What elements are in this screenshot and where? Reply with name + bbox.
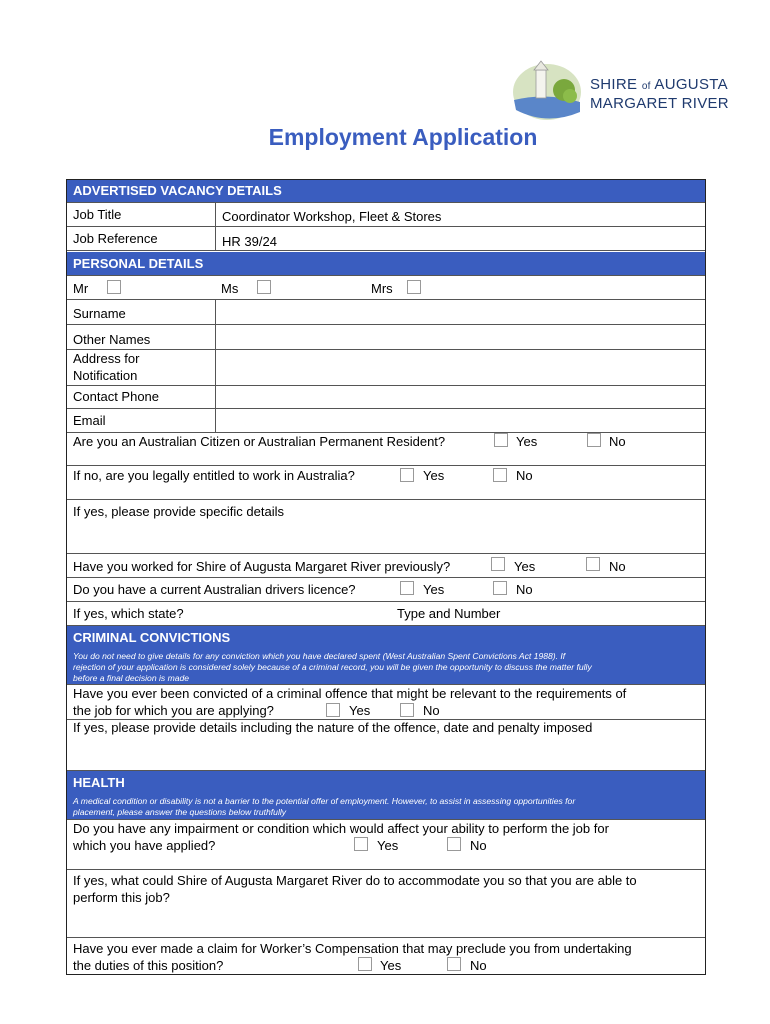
workers-comp-yes-checkbox[interactable] — [358, 957, 372, 971]
citizen-yes-checkbox[interactable] — [494, 433, 508, 447]
column-divider — [215, 386, 216, 408]
worked-yes-label: Yes — [514, 559, 536, 574]
address-field[interactable] — [217, 350, 705, 385]
impairment-yes-checkbox[interactable] — [354, 837, 368, 851]
entitled-yes-checkbox[interactable] — [400, 468, 414, 482]
criminal-note-line3: before a final decision is made — [73, 673, 190, 683]
citizen-no-checkbox[interactable] — [587, 433, 601, 447]
workers-comp-no-label: No — [470, 958, 487, 973]
worked-no-label: No — [609, 559, 626, 574]
licence-yes-label: Yes — [423, 582, 445, 597]
address-row — [67, 350, 705, 386]
mrs-label: Mrs — [371, 281, 393, 296]
criminal-details-label: If yes, please provide details including the nature of the offence, date and penalty imposed — [73, 720, 593, 735]
employment-form — [66, 179, 706, 975]
other-names-field[interactable] — [217, 325, 705, 349]
workers-comp-no-checkbox[interactable] — [447, 957, 461, 971]
licence-question: Do you have a current Australian drivers licence? — [73, 582, 356, 597]
criminal-note — [67, 650, 705, 685]
health-header: HEALTH — [67, 771, 705, 795]
contact-phone-label: Contact Phone — [73, 389, 160, 404]
criminal-header: CRIMINAL CONVICTIONS — [67, 626, 705, 650]
address-label-line1: Address for — [73, 351, 140, 366]
workers-comp-row — [67, 938, 705, 975]
impairment-no-checkbox[interactable] — [447, 837, 461, 851]
health-accommodate-line1: If yes, what could Shire of Augusta Margaret River do to accommodate you so that you are able to — [73, 873, 637, 888]
citizen-row — [67, 433, 705, 466]
column-divider — [215, 325, 216, 349]
workers-comp-yes-label: Yes — [380, 958, 402, 973]
entitled-no-checkbox[interactable] — [493, 468, 507, 482]
shire-logo — [512, 56, 736, 122]
health-impairment-row — [67, 820, 705, 870]
surname-row — [67, 300, 705, 325]
criminal-note-line2: rejection of your application is considered solely because of a criminal record, you will be given the opportunity to discuss the matter fully — [73, 662, 592, 672]
job-reference-value[interactable]: HR 39/24 — [222, 234, 277, 249]
worked-previously-question: Have you worked for Shire of Augusta Margaret River previously? — [73, 559, 451, 574]
health-note-line1: A medical condition or disability is not a barrier to the potential offer of employment. However, to assist in assessing opportunities for — [73, 796, 576, 806]
shire-logo-text: SHIRE of AUGUSTA MARGARET RIVER — [590, 76, 729, 112]
ms-checkbox[interactable] — [257, 280, 271, 294]
specific-details-label: If yes, please provide specific details — [73, 504, 284, 519]
page-title: Employment Application — [268, 124, 538, 150]
workers-comp-line1: Have you ever made a claim for Worker’s Compensation that may preclude you from undertaking — [73, 941, 632, 956]
email-row — [67, 409, 705, 433]
job-title-value[interactable]: Coordinator Workshop, Fleet & Stores — [222, 209, 442, 224]
job-title-label: Job Title — [73, 207, 122, 222]
criminal-no-checkbox[interactable] — [400, 703, 414, 717]
email-field[interactable] — [217, 409, 705, 432]
ms-label: Ms — [221, 281, 239, 296]
mr-label: Mr — [73, 281, 89, 296]
which-state-label: If yes, which state? — [73, 606, 184, 621]
column-divider — [215, 300, 216, 324]
criminal-question-line2: the job for which you are applying? — [73, 703, 274, 718]
licence-row — [67, 578, 705, 602]
criminal-no-label: No — [423, 703, 440, 718]
contact-phone-field[interactable] — [217, 386, 705, 408]
other-names-label: Other Names — [73, 332, 151, 347]
health-impairment-line1: Do you have any impairment or condition which would affect your ability to perform the job for — [73, 821, 609, 836]
health-accommodate-row[interactable] — [67, 870, 705, 938]
email-label: Email — [73, 413, 106, 428]
workers-comp-line2: the duties of this position? — [73, 958, 224, 973]
column-divider — [215, 350, 216, 385]
criminal-question-line1: Have you ever been convicted of a criminal offence that might be relevant to the requirements of — [73, 686, 627, 701]
criminal-yes-label: Yes — [349, 703, 371, 718]
title-row — [67, 276, 705, 300]
worked-previously-row — [67, 554, 705, 578]
column-divider — [215, 227, 216, 250]
criminal-note-line1: You do not need to give details for any conviction which you have declared spent (West Australian Spent Convictions Act 1988). If — [73, 651, 566, 661]
column-divider — [215, 409, 216, 432]
health-note — [67, 795, 705, 820]
entitled-no-label: No — [516, 468, 533, 483]
type-number-label: Type and Number — [397, 606, 501, 621]
citizen-question: Are you an Australian Citizen or Australian Permanent Resident? — [73, 434, 446, 449]
job-reference-label: Job Reference — [73, 231, 158, 246]
criminal-yes-checkbox[interactable] — [326, 703, 340, 717]
licence-no-checkbox[interactable] — [493, 581, 507, 595]
health-impairment-line2: which you have applied? — [73, 838, 216, 853]
mr-checkbox[interactable] — [107, 280, 121, 294]
citizen-no-label: No — [609, 434, 626, 449]
worked-yes-checkbox[interactable] — [491, 557, 505, 571]
contact-phone-row — [67, 386, 705, 409]
surname-label: Surname — [73, 306, 126, 321]
other-names-row — [67, 325, 705, 350]
shire-emblem-icon — [512, 56, 582, 122]
worked-no-checkbox[interactable] — [586, 557, 600, 571]
mrs-checkbox[interactable] — [407, 280, 421, 294]
specific-details-row[interactable] — [67, 500, 705, 554]
column-divider — [215, 203, 216, 226]
address-label-line2: Notification — [73, 368, 138, 383]
licence-no-label: No — [516, 582, 533, 597]
health-note-line2: placement, please answer the questions below truthfully — [73, 807, 287, 817]
licence-state-row — [67, 602, 705, 626]
criminal-question-row — [67, 685, 705, 720]
vacancy-header: ADVERTISED VACANCY DETAILS — [67, 180, 705, 203]
licence-yes-checkbox[interactable] — [400, 581, 414, 595]
entitled-question: If no, are you legally entitled to work in Australia? — [73, 468, 355, 483]
health-accommodate-line2: perform this job? — [73, 890, 170, 905]
job-reference-row — [67, 227, 705, 251]
personal-header: PERSONAL DETAILS — [67, 252, 705, 276]
job-title-row — [67, 203, 705, 227]
entitled-yes-label: Yes — [423, 468, 445, 483]
surname-field[interactable] — [217, 300, 705, 324]
criminal-details-row[interactable] — [67, 720, 705, 771]
citizen-yes-label: Yes — [516, 434, 538, 449]
entitled-row — [67, 466, 705, 500]
impairment-yes-label: Yes — [377, 838, 399, 853]
impairment-no-label: No — [470, 838, 487, 853]
